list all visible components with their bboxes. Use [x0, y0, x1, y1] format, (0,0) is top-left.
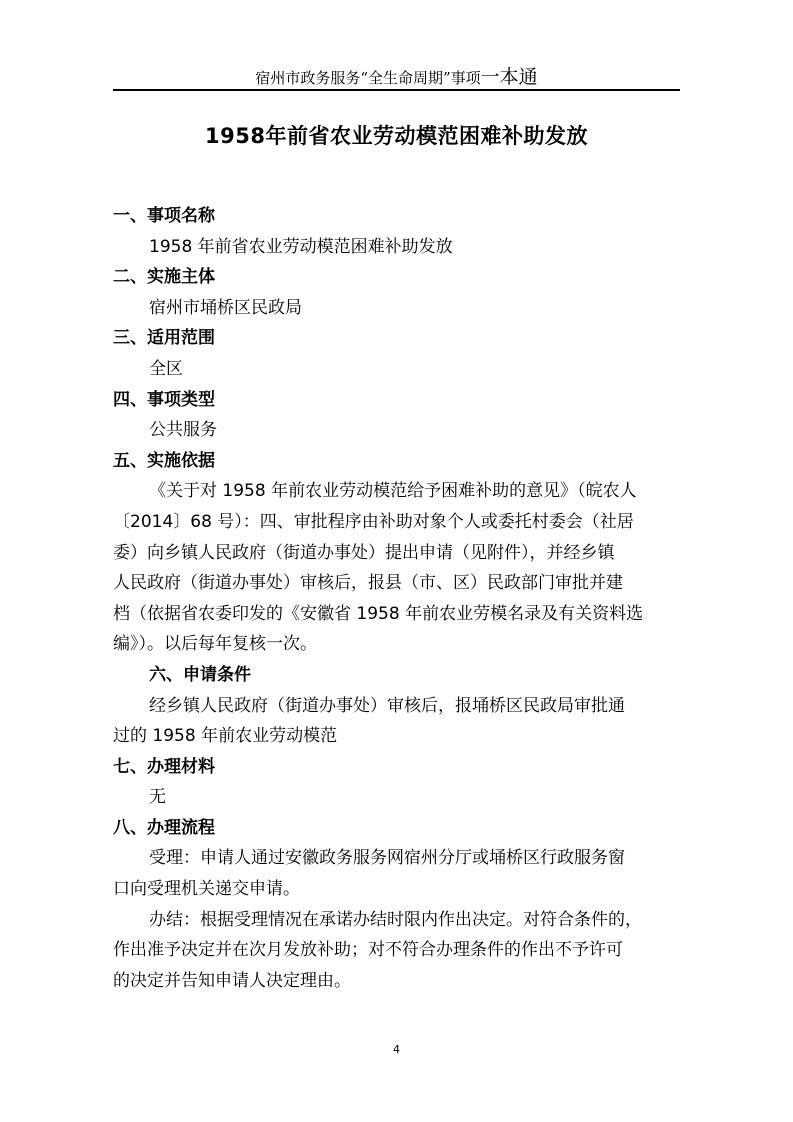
page-title: 1958年前省农业劳动模范困难补助发放	[205, 124, 588, 148]
section-text-5-line-6: 编》）。以后每年复核一次。	[113, 634, 317, 655]
document-body	[113, 201, 683, 996]
section-text-8-line-2: 口向受理机关递交申请。	[113, 879, 300, 900]
section-text-3: 全区	[149, 358, 183, 379]
section-text-7: 无	[149, 787, 166, 808]
section-text-2: 宿州市埇桥区民政局	[149, 297, 302, 318]
section-text-5-line-3: 委）向乡镇人民政府（街道办事处）提出申请（见附件），并经乡镇	[113, 542, 615, 563]
header-text-emphasis: 一本通	[480, 66, 538, 88]
section-text-1: 1958 年前省农业劳动模范困难补助发放	[149, 236, 453, 257]
section-text-5-line-5: 档（依据省农委印发的《安徽省 1958 年前农业劳模名录及有关资料选	[113, 603, 644, 624]
section-text-8-line-1: 受理：申请人通过安徽政务服务网宿州分厅或埇桥区行政服务窗	[149, 848, 625, 869]
header-divider	[113, 89, 680, 91]
page-number: 4	[393, 1043, 400, 1056]
section-text-8-line-5: 的决定并告知申请人决定理由。	[113, 970, 351, 991]
section-heading-4: 四、事项类型	[113, 389, 215, 410]
section-text-6-line-1: 经乡镇人民政府（街道办事处）审核后，报埇桥区民政局审批通	[149, 695, 625, 716]
section-heading-1: 一、事项名称	[113, 206, 215, 226]
section-text-8-line-4: 作出准予决定并在次月发放补助；对不符合办理条件的作出不予许可	[113, 940, 623, 961]
section-text-4: 公共服务	[149, 420, 217, 441]
section-heading-6: 六、申请条件	[149, 664, 251, 685]
section-heading-7: 七、办理材料	[113, 756, 215, 777]
section-text-6-line-2: 过的 1958 年前农业劳动模范	[113, 726, 338, 747]
header-text: 宿州市政务服务“全生命周期”事项	[255, 69, 481, 87]
section-heading-3: 三、适用范围	[113, 328, 215, 349]
section-heading-8: 八、办理流程	[113, 817, 215, 838]
section-heading-2: 二、实施主体	[113, 267, 215, 288]
section-text-5-line-2: 〔2014〕68 号）：四、审批程序由补助对象个人或委托村委会（社居	[113, 511, 634, 532]
section-text-5-line-1: 《关于对 1958 年前农业劳动模范给予困难补助的意见》（皖农人	[149, 481, 637, 502]
section-text-8-line-3: 办结：根据受理情况在承诺办结时限内作出决定。对符合条件的，	[149, 909, 642, 930]
page-header	[0, 62, 793, 89]
section-text-5-line-4: 人民政府（街道办事处）审核后，报县（市、区）民政部门审批并建	[113, 573, 623, 594]
section-heading-5: 五、实施依据	[113, 450, 215, 471]
